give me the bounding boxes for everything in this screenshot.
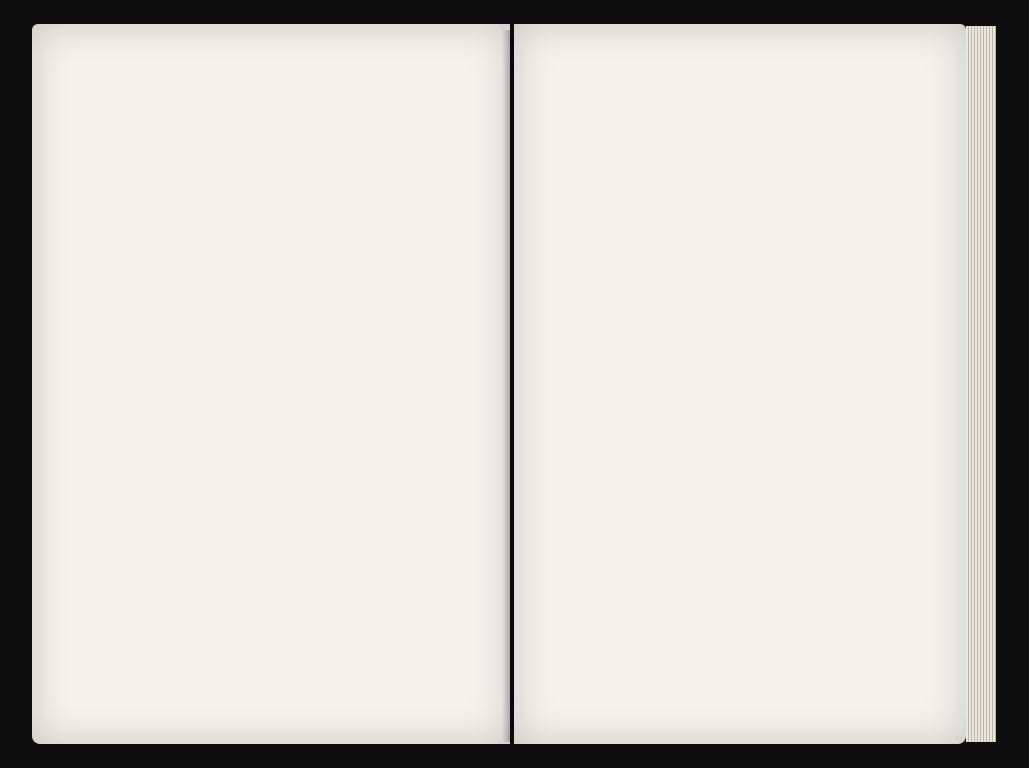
page-edges	[966, 26, 996, 742]
right-page	[514, 24, 966, 744]
book-spread	[14, 14, 1014, 754]
left-page	[32, 24, 510, 744]
